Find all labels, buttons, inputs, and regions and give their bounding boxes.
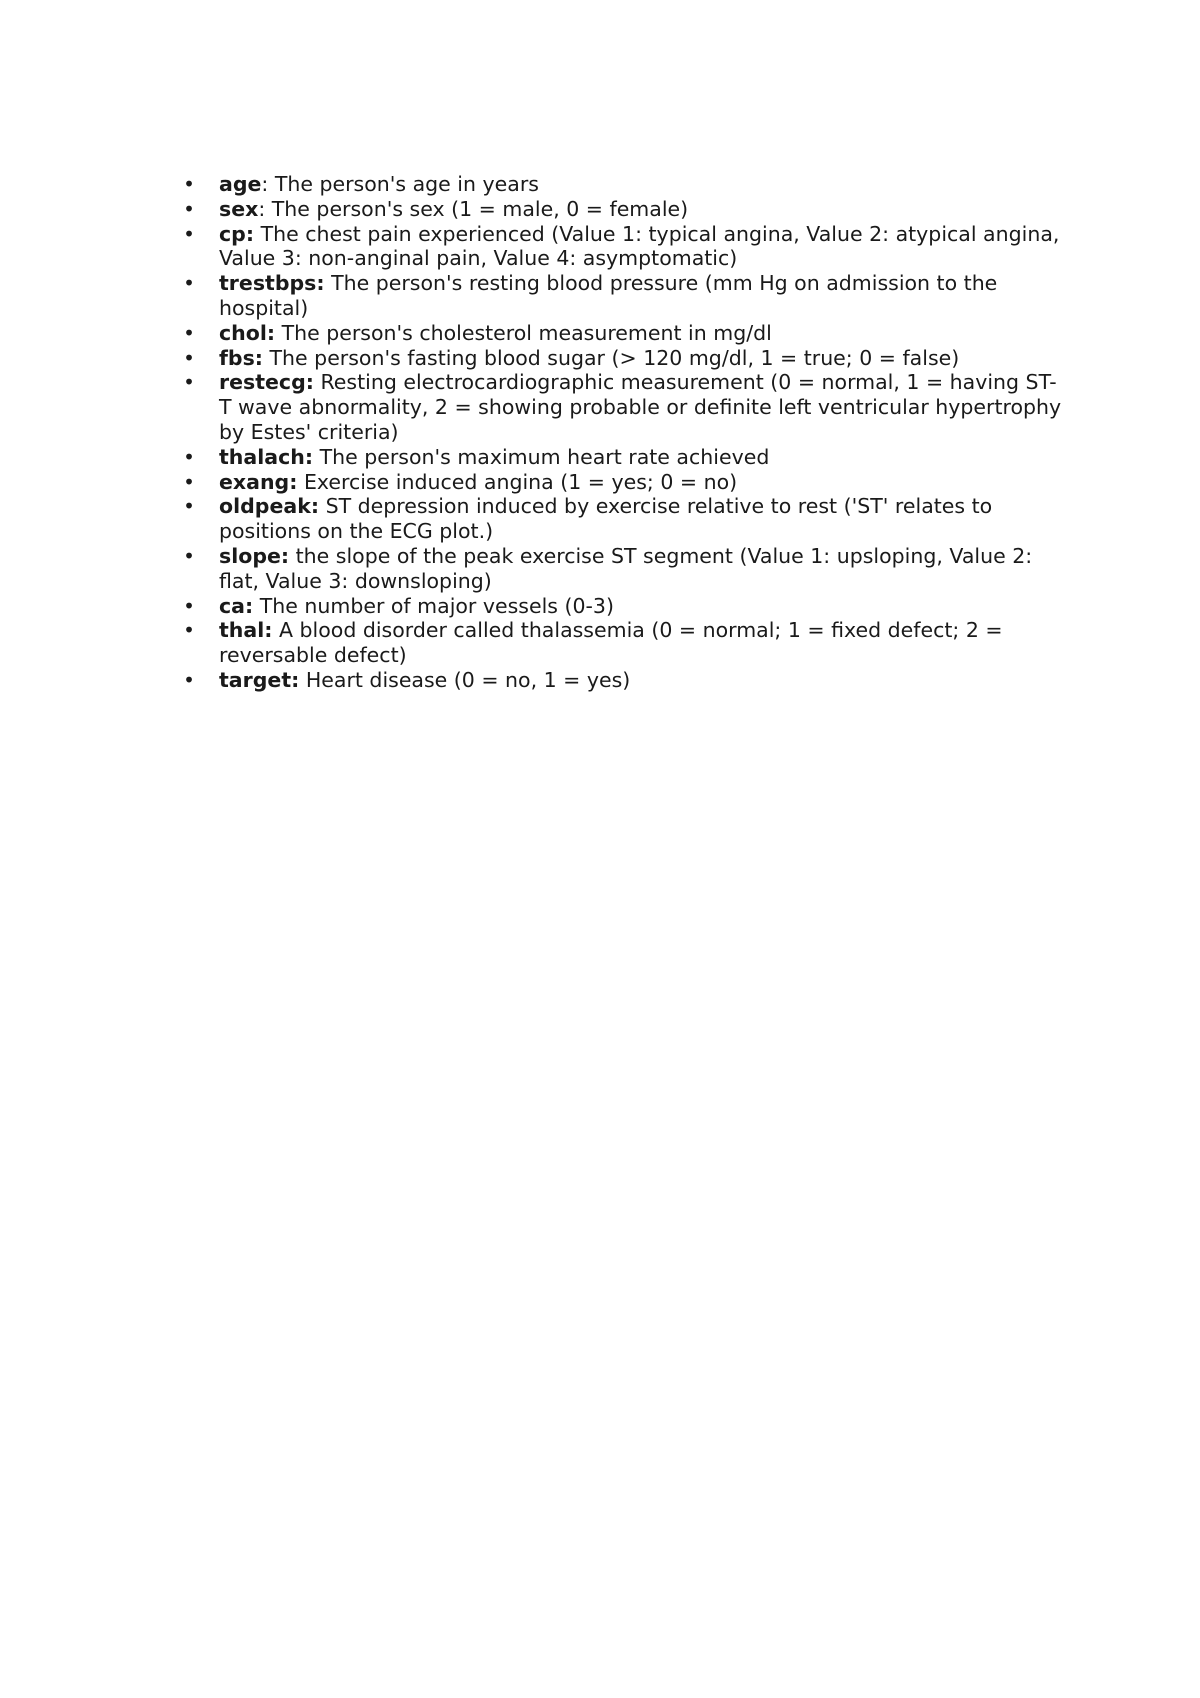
attribute-term: restecg: bbox=[219, 370, 314, 395]
bullet: • bbox=[183, 494, 195, 519]
attribute-term: ca: bbox=[219, 593, 254, 618]
attribute-description: Heart disease (0 = no, 1 = yes) bbox=[305, 667, 631, 692]
attribute-term: target: bbox=[219, 667, 300, 692]
list-item bbox=[182, 197, 1062, 222]
attribute-description: The person's maximum heart rate achieved bbox=[319, 444, 770, 469]
attribute-term: oldpeak: bbox=[219, 494, 320, 519]
attribute-description: The person's fasting blood sugar (> 120 mg/dl, 1 = true; 0 = false) bbox=[269, 345, 960, 370]
term-separator: : bbox=[261, 172, 275, 196]
attribute-description: Exercise induced angina (1 = yes; 0 = no) bbox=[303, 469, 738, 494]
attribute-term: thalach: bbox=[219, 444, 314, 469]
attribute-description: Resting electrocardiographic measurement (0 = normal, 1 = having ST-T wave abnormality, 2 = showing probable or definite left ventricular hypertrophy by Estes' criteria) bbox=[219, 370, 1062, 444]
bullet: • bbox=[183, 271, 195, 296]
term-separator: : bbox=[258, 196, 272, 221]
list-item bbox=[182, 494, 1062, 544]
list-item bbox=[182, 321, 1062, 346]
attribute-term: age bbox=[219, 172, 262, 196]
attribute-term: sex bbox=[219, 196, 259, 221]
bullet: • bbox=[183, 444, 195, 469]
bullet: • bbox=[183, 469, 195, 494]
bullet: • bbox=[183, 196, 195, 221]
attribute-description: ST depression induced by exercise relative to rest ('ST' relates to positions on the ECG plot.) bbox=[219, 494, 993, 544]
list-item bbox=[182, 370, 1062, 444]
attribute-list bbox=[182, 172, 1062, 693]
attribute-description: the slope of the peak exercise ST segment (Value 1: upsloping, Value 2: flat, Value 3: downsloping) bbox=[219, 543, 1033, 593]
list-item bbox=[182, 222, 1062, 272]
bullet: • bbox=[183, 543, 195, 568]
attribute-description: The chest pain experienced (Value 1: typical angina, Value 2: atypical angina, Value 3: non-anginal pain, Value 4: asymptomatic) bbox=[219, 221, 1060, 271]
attribute-term: trestbps: bbox=[219, 271, 325, 296]
attribute-term: fbs: bbox=[219, 345, 263, 370]
bullet: • bbox=[183, 320, 195, 345]
attribute-description: The person's age in years bbox=[274, 172, 539, 196]
list-item bbox=[182, 346, 1062, 371]
bullet: • bbox=[183, 221, 195, 246]
attribute-term: exang: bbox=[219, 469, 298, 494]
bullet: • bbox=[183, 172, 195, 196]
attribute-term: cp: bbox=[219, 221, 255, 246]
attribute-term: chol: bbox=[219, 320, 276, 345]
bullet: • bbox=[183, 370, 195, 395]
list-item bbox=[182, 668, 1062, 693]
bullet: • bbox=[183, 593, 195, 618]
attribute-term: slope: bbox=[219, 543, 290, 568]
attribute-description: The person's sex (1 = male, 0 = female) bbox=[271, 196, 689, 221]
attribute-description: The person's cholesterol measurement in mg/dl bbox=[281, 320, 772, 345]
list-item bbox=[182, 445, 1062, 470]
attribute-description: A blood disorder called thalassemia (0 = normal; 1 = fixed defect; 2 = reversable defect) bbox=[219, 618, 1003, 668]
attribute-term: thal: bbox=[219, 618, 273, 643]
list-item bbox=[182, 544, 1062, 594]
bullet: • bbox=[183, 667, 195, 692]
attribute-description: The number of major vessels (0-3) bbox=[259, 593, 614, 618]
bullet: • bbox=[183, 345, 195, 370]
list-item bbox=[182, 271, 1062, 321]
list-item bbox=[182, 172, 1062, 197]
attribute-description: The person's resting blood pressure (mm Hg on admission to the hospital) bbox=[219, 271, 998, 320]
list-item bbox=[182, 594, 1062, 619]
list-item bbox=[182, 470, 1062, 495]
bullet: • bbox=[183, 618, 195, 643]
list-item bbox=[182, 618, 1062, 668]
